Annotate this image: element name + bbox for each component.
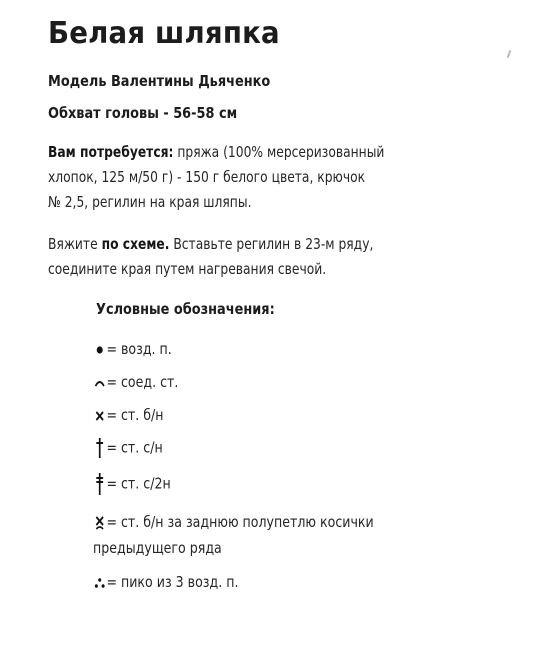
legend-item-chain: [93, 339, 172, 359]
legend-text: = возд. п.: [106, 340, 172, 358]
legend-text: = ст. б/н за заднюю полупетлю косички: [106, 513, 374, 531]
dagger-icon: [93, 437, 106, 459]
legend-text: = ст. с/2н: [106, 474, 171, 493]
legend-item-dc: [93, 437, 163, 459]
size-line: Обхват головы - 56-58 см: [48, 104, 238, 122]
materials-paragraph: [48, 140, 474, 215]
picot-icon: [93, 572, 106, 592]
cross-icon: [93, 405, 106, 425]
instructions-paragraph: [48, 232, 474, 282]
author-line: Модель Валентины Дьяченко: [48, 72, 271, 90]
materials-line-2: хлопок, 125 м/50 г) - 150 г белого цвета, крючок: [48, 168, 366, 186]
legend-title: Условные обозначения:: [96, 300, 275, 318]
legend-item-sc-back-loop: [93, 512, 374, 532]
materials-label: Вам потребуется:: [48, 143, 174, 161]
arc-icon: [93, 372, 106, 392]
instructions-bold: по схеме.: [101, 235, 170, 253]
legend-item-tr: [93, 472, 171, 496]
instructions-lead: Вяжите: [48, 235, 98, 253]
legend-text: = ст. б/н: [106, 406, 164, 424]
stray-mark: [507, 50, 512, 58]
legend-item-sc: [93, 405, 164, 425]
legend-item-sc-back-loop-cont: предыдущего ряда: [93, 539, 222, 557]
legend-item-slip: [93, 372, 178, 392]
double-dagger-icon: [93, 472, 106, 496]
legend-item-picot: [93, 572, 238, 592]
legend-text: = ст. с/н: [106, 438, 163, 457]
page-title: Белая шляпка: [48, 16, 280, 51]
legend-text: = пико из 3 возд. п.: [106, 573, 239, 591]
underlined-cross-icon: [93, 512, 106, 532]
instructions-line-1-rest: Вставьте регилин в 23-м ряду,: [173, 235, 374, 253]
materials-line-1: пряжа (100% мерсеризованный: [177, 143, 385, 161]
legend-text: = соед. ст.: [106, 373, 179, 391]
materials-line-3: № 2,5, регилин на края шляпы.: [48, 193, 252, 211]
dot-icon: [93, 339, 106, 359]
instructions-line-2: соедините края путем нагревания свечой.: [48, 260, 327, 278]
